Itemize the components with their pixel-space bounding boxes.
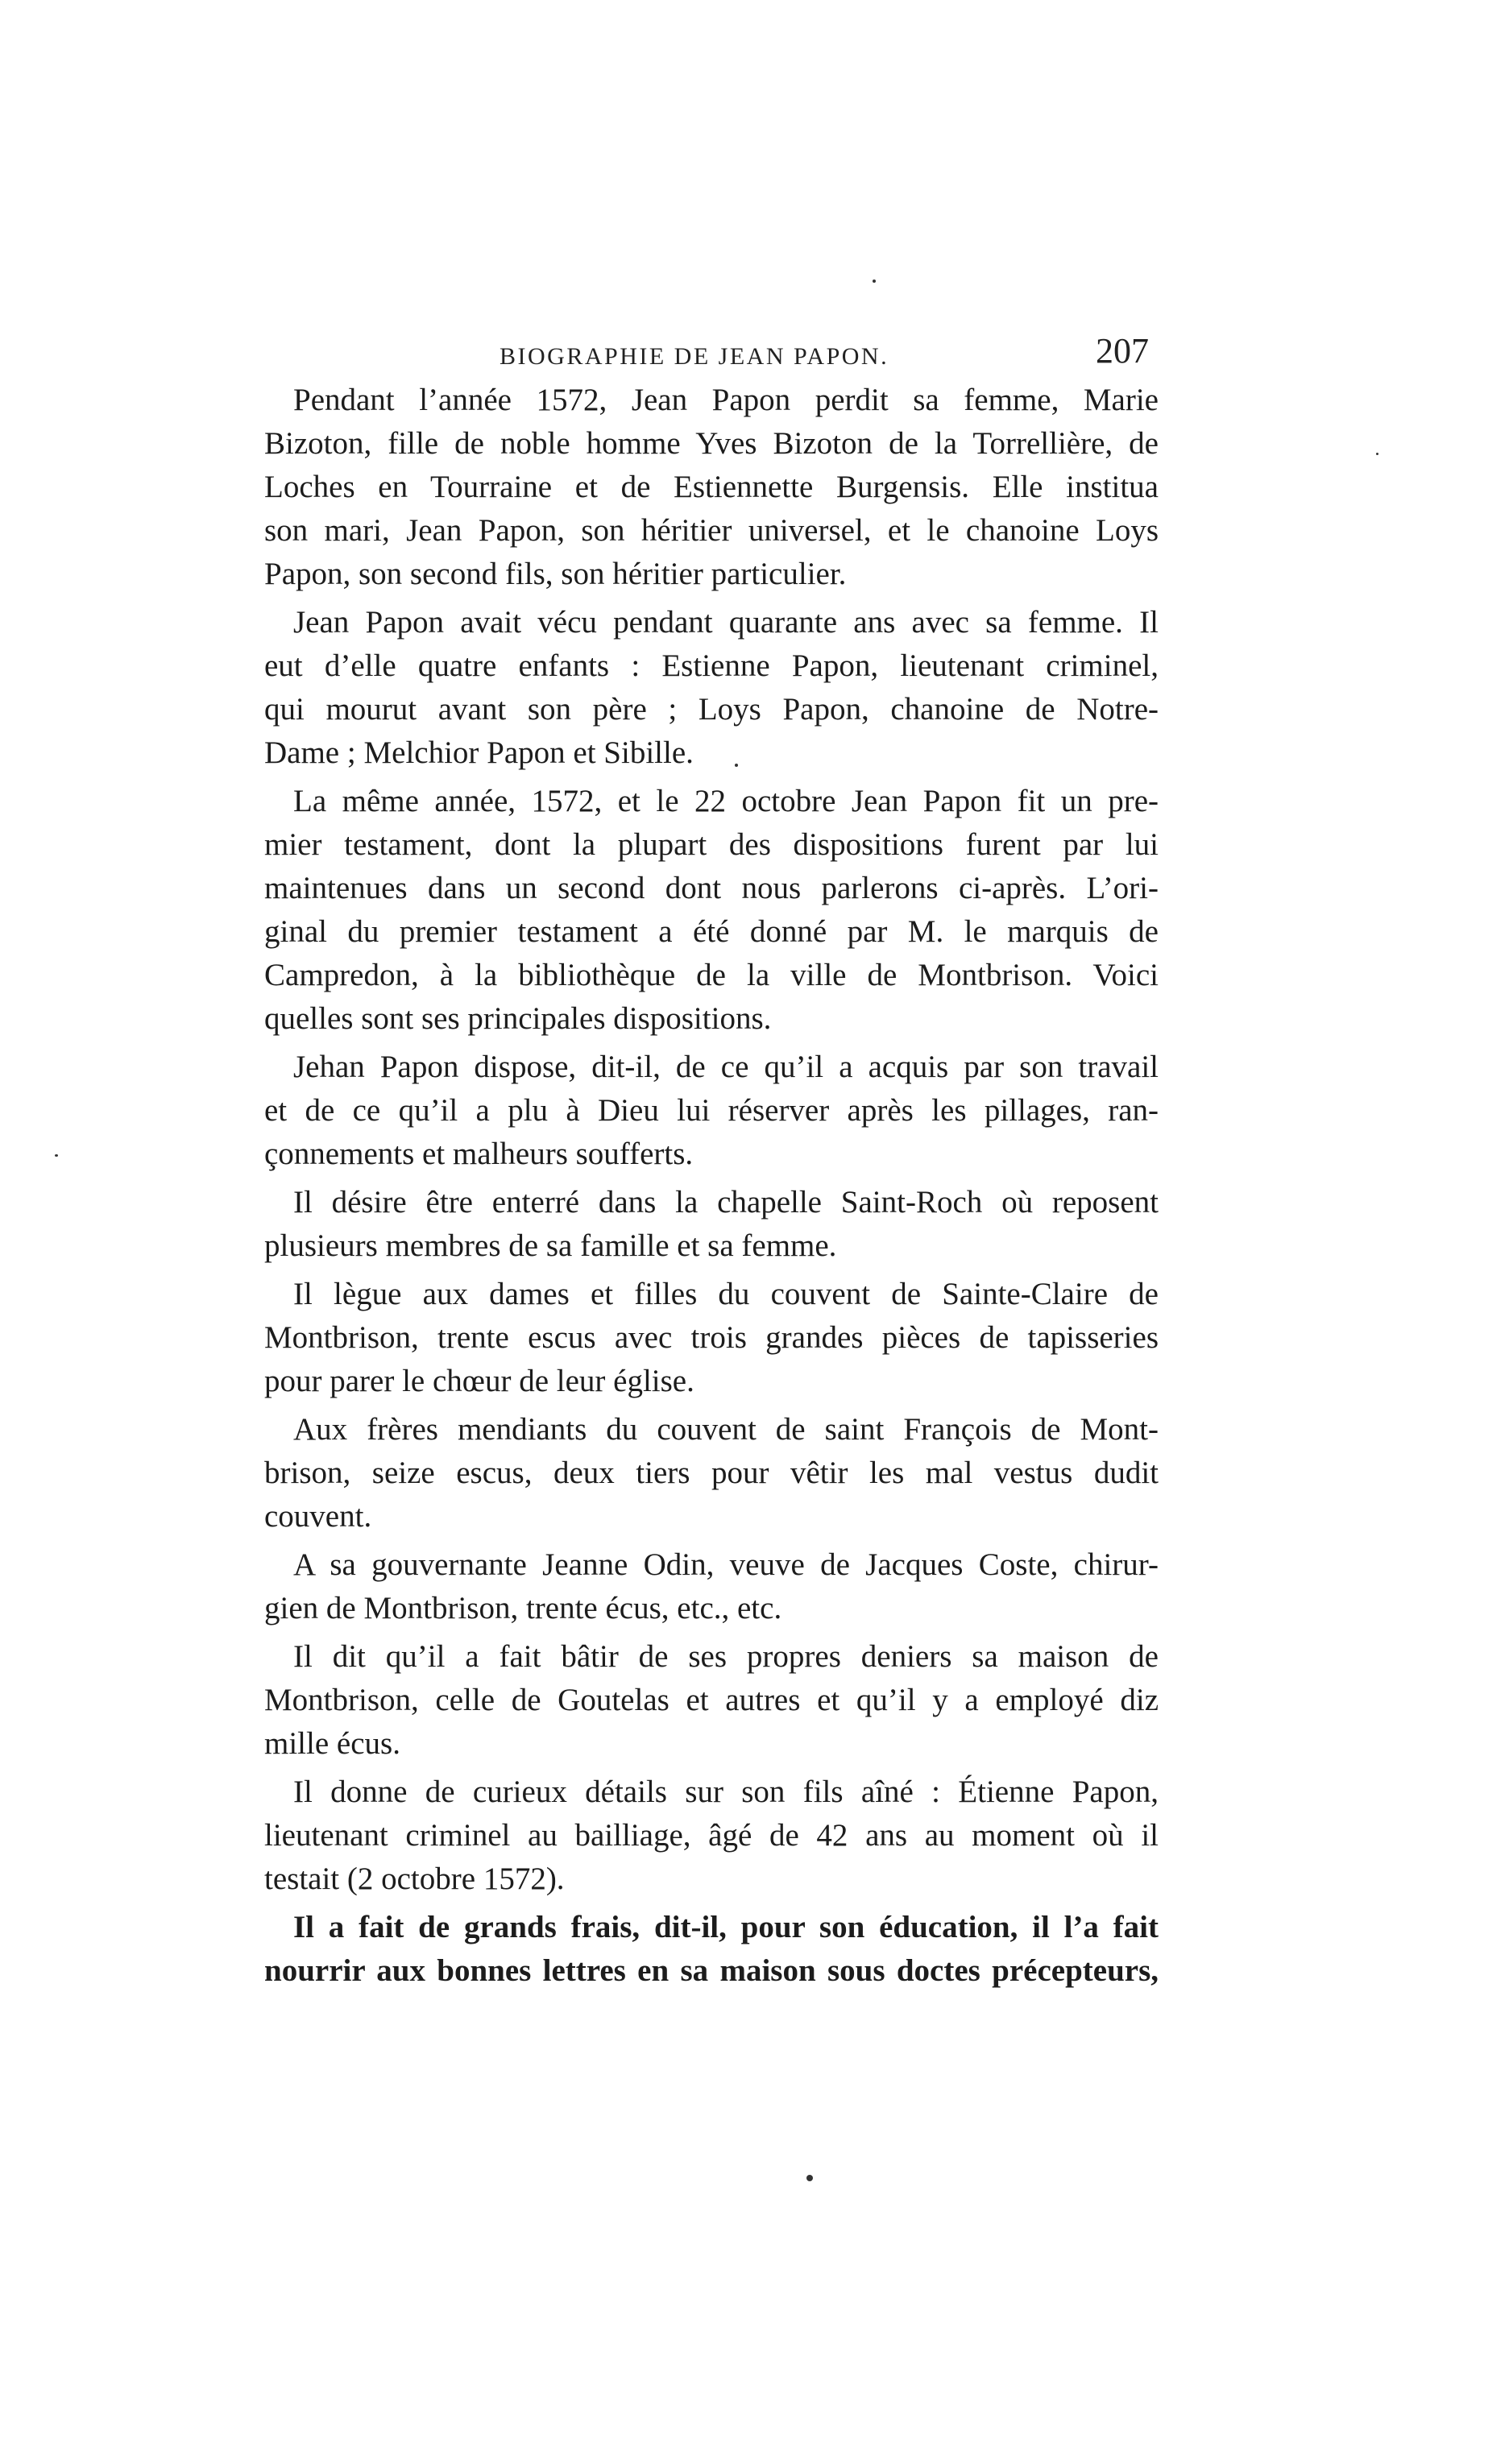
text-line: Papon, son second fils, son héritier particulier.	[264, 557, 847, 591]
text-line: quelles sont ses principales dispositions.	[264, 1001, 772, 1036]
paragraph	[264, 1181, 1159, 1268]
text-line: Campredon, à la bibliothèque de la ville de Montbrison. Voici	[264, 958, 1159, 992]
text-line: Il lègue aux dames et filles du couvent de Sainte-Claire de	[293, 1277, 1159, 1311]
paragraph	[264, 780, 1159, 1041]
text-line: Il a fait de grands frais, dit-il, pour son éducation, il l’a fait	[293, 1910, 1159, 1944]
running-title: BIOGRAPHIE DE JEAN PAPON.	[500, 343, 889, 370]
text-line: maintenues dans un second dont nous parlerons ci-après. L’ori-	[264, 871, 1159, 905]
paragraph	[264, 1046, 1159, 1176]
text-line: Il donne de curieux détails sur son fils aîné : Étienne Papon,	[293, 1774, 1159, 1809]
scan-speck	[735, 764, 738, 767]
paragraph	[264, 1906, 1159, 1993]
text-line: gien de Montbrison, trente écus, etc., etc.	[264, 1591, 782, 1625]
paragraph	[264, 379, 1159, 596]
text-line: Loches en Tourraine et de Estiennette Burgensis. Elle institua	[264, 470, 1159, 504]
text-line: Montbrison, celle de Goutelas et autres et qu’il y a employé diz	[264, 1683, 1159, 1717]
text-line: Bizoton, fille de noble homme Yves Bizoton de la Torrellière, de	[264, 426, 1159, 461]
page-number: 207	[1096, 331, 1149, 371]
text-line: A sa gouvernante Jeanne Odin, veuve de Jacques Coste, chirur-	[293, 1547, 1159, 1582]
paragraph	[264, 1543, 1159, 1630]
text-line: Il désire être enterré dans la chapelle Saint-Roch où reposent	[293, 1185, 1159, 1220]
scan-speck	[806, 2175, 813, 2181]
text-line: eut d’elle quatre enfants : Estienne Papon, lieutenant criminel,	[264, 648, 1159, 683]
scan-speck	[1376, 453, 1378, 455]
text-line: ginal du premier testament a été donné par M. le marquis de	[264, 914, 1159, 949]
paragraph	[264, 1408, 1159, 1538]
text-line: plusieurs membres de sa famille et sa femme.	[264, 1228, 837, 1263]
text-line: qui mourut avant son père ; Loys Papon, chanoine de Notre-	[264, 692, 1159, 727]
text-line: La même année, 1572, et le 22 octobre Jean Papon fit un pre-	[293, 784, 1159, 818]
text-line: couvent.	[264, 1499, 372, 1534]
text-line: Pendant l’année 1572, Jean Papon perdit sa femme, Marie	[293, 383, 1159, 417]
text-line: son mari, Jean Papon, son héritier universel, et le chanoine Loys	[264, 513, 1159, 548]
scan-speck	[55, 1154, 58, 1157]
paragraph	[264, 1635, 1159, 1766]
text-line: Aux frères mendiants du couvent de saint François de Mont-	[293, 1412, 1159, 1447]
text-line: et de ce qu’il a plu à Dieu lui réserver après les pillages, ran-	[264, 1093, 1159, 1128]
running-head	[264, 329, 1159, 377]
paragraph	[264, 1273, 1159, 1403]
text-line: pour parer le chœur de leur église.	[264, 1364, 694, 1398]
text-line: çonnements et malheurs soufferts.	[264, 1137, 694, 1171]
scan-speck	[873, 280, 876, 283]
text-line: nourrir aux bonnes lettres en sa maison sous doctes précepteurs,	[264, 1953, 1159, 1988]
text-line: lieutenant criminel au bailliage, âgé de 42 ans au moment où il	[264, 1818, 1159, 1853]
text-line: Jean Papon avait vécu pendant quarante ans avec sa femme. Il	[293, 605, 1159, 640]
text-line: mier testament, dont la plupart des dispositions furent par lui	[264, 827, 1159, 862]
text-line: Jehan Papon dispose, dit-il, de ce qu’il a acquis par son travail	[293, 1050, 1159, 1084]
text-line: Il dit qu’il a fait bâtir de ses propres deniers sa maison de	[293, 1639, 1159, 1674]
paragraph	[264, 1770, 1159, 1901]
text-line: mille écus.	[264, 1726, 400, 1761]
text-line: brison, seize escus, deux tiers pour vêtir les mal vestus dudit	[264, 1456, 1159, 1490]
paragraph	[264, 601, 1159, 775]
text-line: Montbrison, trente escus avec trois grandes pièces de tapisseries	[264, 1320, 1159, 1355]
text-line: testait (2 octobre 1572).	[264, 1861, 565, 1896]
text-line: Dame ; Melchior Papon et Sibille.	[264, 735, 694, 770]
body-text	[264, 379, 1159, 1998]
